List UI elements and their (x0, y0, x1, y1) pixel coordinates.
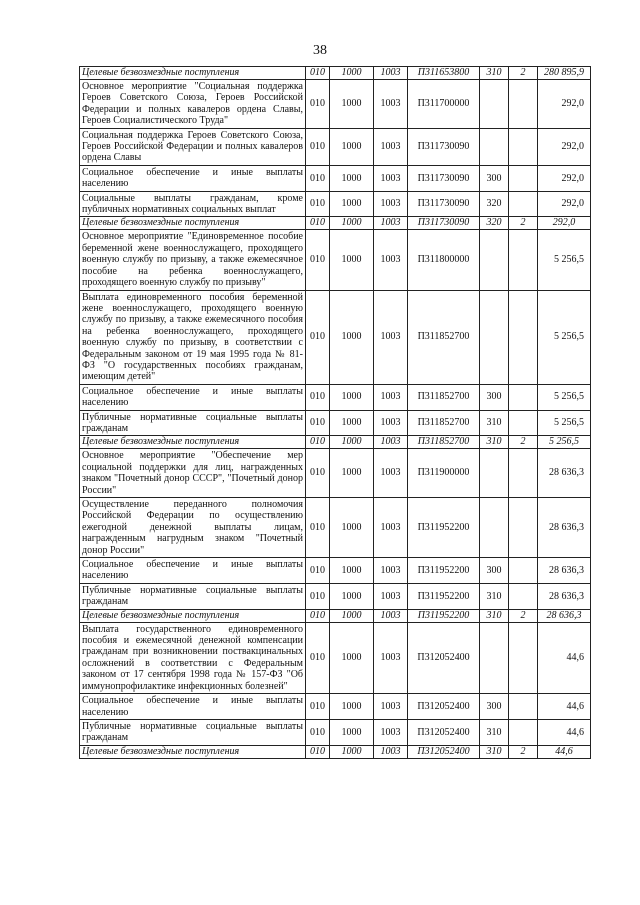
row-target-article-cell: П311952200 (408, 583, 480, 609)
row-amount-cell: 292,0 (538, 80, 591, 129)
row-subsection-cell: 1003 (374, 191, 408, 217)
row-target-article-cell: П311653800 (408, 67, 480, 80)
row-section-cell: 1000 (330, 719, 374, 745)
row-code-gr-cell: 010 (306, 410, 330, 436)
row-expense-type-cell (480, 128, 509, 165)
row-subsection-cell: 1003 (374, 67, 408, 80)
row-section-cell: 1000 (330, 436, 374, 449)
table-row (80, 67, 591, 80)
row-section-cell: 1000 (330, 230, 374, 290)
row-source-cell (509, 410, 538, 436)
row-code-gr-cell: 010 (306, 449, 330, 498)
row-source-cell (509, 719, 538, 745)
row-source-cell: 2 (509, 217, 538, 230)
row-source-cell (509, 449, 538, 498)
row-source-cell (509, 165, 538, 191)
row-code-gr-cell: 010 (306, 498, 330, 558)
row-expense-type-cell: 310 (480, 410, 509, 436)
row-amount-cell: 292,0 (538, 128, 591, 165)
row-name-cell: Социальное обеспечение и иные выплаты населению (80, 165, 306, 191)
row-amount-cell: 5 256,5 (538, 230, 591, 290)
row-target-article-cell: П312052400 (408, 745, 480, 758)
row-section-cell: 1000 (330, 290, 374, 384)
row-section-cell: 1000 (330, 609, 374, 622)
row-section-cell: 1000 (330, 67, 374, 80)
row-code-gr-cell: 010 (306, 290, 330, 384)
row-expense-type-cell: 310 (480, 67, 509, 80)
row-subsection-cell: 1003 (374, 384, 408, 410)
row-section-cell: 1000 (330, 384, 374, 410)
row-code-gr-cell: 010 (306, 128, 330, 165)
row-target-article-cell: П311852700 (408, 384, 480, 410)
table-row (80, 745, 591, 758)
table-row (80, 449, 591, 498)
row-source-cell (509, 230, 538, 290)
row-code-gr-cell: 010 (306, 191, 330, 217)
table-row (80, 558, 591, 584)
row-expense-type-cell: 300 (480, 384, 509, 410)
row-name-cell: Социальные выплаты гражданам, кроме публичных нормативных социальных выплат (80, 191, 306, 217)
row-expense-type-cell: 310 (480, 436, 509, 449)
row-expense-type-cell (480, 230, 509, 290)
table-row (80, 165, 591, 191)
row-name-cell: Публичные нормативные социальные выплаты гражданам (80, 719, 306, 745)
row-source-cell (509, 128, 538, 165)
row-subsection-cell: 1003 (374, 290, 408, 384)
row-expense-type-cell: 310 (480, 719, 509, 745)
row-amount-cell: 28 636,3 (538, 498, 591, 558)
row-source-cell (509, 290, 538, 384)
row-section-cell: 1000 (330, 694, 374, 720)
row-code-gr-cell: 010 (306, 165, 330, 191)
table-row (80, 583, 591, 609)
table-row (80, 436, 591, 449)
row-expense-type-cell: 320 (480, 217, 509, 230)
row-name-cell: Социальное обеспечение и иные выплаты населению (80, 384, 306, 410)
row-subsection-cell: 1003 (374, 165, 408, 191)
row-amount-cell: 44,6 (538, 745, 591, 758)
row-amount-cell: 292,0 (538, 165, 591, 191)
row-amount-cell: 44,6 (538, 719, 591, 745)
row-target-article-cell: П311852700 (408, 410, 480, 436)
row-target-article-cell: П312052400 (408, 622, 480, 693)
row-code-gr-cell: 010 (306, 609, 330, 622)
row-name-cell: Социальное обеспечение и иные выплаты населению (80, 694, 306, 720)
row-section-cell: 1000 (330, 558, 374, 584)
row-section-cell: 1000 (330, 410, 374, 436)
row-section-cell: 1000 (330, 165, 374, 191)
row-expense-type-cell (480, 80, 509, 129)
row-name-cell: Выплата единовременного пособия беременной жене военнослужащего, проходящего военную службу по призыву, а также ежемесячного пособия на ребенка военнослужащего, проходящего военную службу по призыву, в соответствии с Федеральным законом от 19 мая 1995 года № 81-ФЗ "О государственных пособиях гражданам, имеющим детей" (80, 290, 306, 384)
table-row (80, 609, 591, 622)
row-amount-cell: 28 636,3 (538, 583, 591, 609)
row-target-article-cell: П311730090 (408, 165, 480, 191)
table-row (80, 230, 591, 290)
table-row (80, 719, 591, 745)
row-expense-type-cell: 310 (480, 745, 509, 758)
row-subsection-cell: 1003 (374, 694, 408, 720)
row-subsection-cell: 1003 (374, 622, 408, 693)
row-amount-cell: 44,6 (538, 622, 591, 693)
row-source-cell: 2 (509, 609, 538, 622)
row-source-cell (509, 498, 538, 558)
row-code-gr-cell: 010 (306, 80, 330, 129)
row-expense-type-cell: 300 (480, 558, 509, 584)
row-expense-type-cell: 300 (480, 694, 509, 720)
row-code-gr-cell: 010 (306, 558, 330, 584)
row-amount-cell: 44,6 (538, 694, 591, 720)
row-amount-cell: 5 256,5 (538, 410, 591, 436)
row-section-cell: 1000 (330, 217, 374, 230)
row-source-cell (509, 558, 538, 584)
row-expense-type-cell: 300 (480, 165, 509, 191)
row-code-gr-cell: 010 (306, 217, 330, 230)
row-name-cell: Целевые безвозмездные поступления (80, 217, 306, 230)
row-target-article-cell: П311730090 (408, 217, 480, 230)
row-section-cell: 1000 (330, 449, 374, 498)
row-source-cell: 2 (509, 745, 538, 758)
row-section-cell: 1000 (330, 191, 374, 217)
row-name-cell: Осуществление переданного полномочия Российской Федерации по осуществлению ежегодной денежной выплаты лицам, награжденным нагрудным знаком "Почетный донор России" (80, 498, 306, 558)
row-subsection-cell: 1003 (374, 583, 408, 609)
row-name-cell: Целевые безвозмездные поступления (80, 745, 306, 758)
row-target-article-cell: П311852700 (408, 436, 480, 449)
row-target-article-cell: П311952200 (408, 609, 480, 622)
row-source-cell (509, 694, 538, 720)
row-name-cell: Выплата государственного единовременного пособия и ежемесячной денежной компенсации гражданам при возникновении поствакцинальных осложнений в соответствии с Федеральным законом от 17 сентября 1998 года № 157-ФЗ "Об иммунопрофилактике инфекционных болезней" (80, 622, 306, 693)
row-subsection-cell: 1003 (374, 80, 408, 129)
row-expense-type-cell (480, 290, 509, 384)
row-source-cell (509, 583, 538, 609)
table-row (80, 290, 591, 384)
row-expense-type-cell: 310 (480, 583, 509, 609)
row-subsection-cell: 1003 (374, 498, 408, 558)
row-amount-cell: 5 256,5 (538, 290, 591, 384)
table-row (80, 410, 591, 436)
row-section-cell: 1000 (330, 498, 374, 558)
row-subsection-cell: 1003 (374, 558, 408, 584)
row-subsection-cell: 1003 (374, 609, 408, 622)
row-amount-cell: 292,0 (538, 217, 591, 230)
table-row (80, 384, 591, 410)
row-expense-type-cell: 320 (480, 191, 509, 217)
row-section-cell: 1000 (330, 583, 374, 609)
row-section-cell: 1000 (330, 80, 374, 129)
page-number: 38 (313, 43, 327, 58)
row-target-article-cell: П311800000 (408, 230, 480, 290)
row-code-gr-cell: 010 (306, 719, 330, 745)
row-expense-type-cell (480, 622, 509, 693)
table-row (80, 694, 591, 720)
budget-table (79, 66, 591, 759)
table-row (80, 128, 591, 165)
row-target-article-cell: П311852700 (408, 290, 480, 384)
row-source-cell (509, 622, 538, 693)
row-code-gr-cell: 010 (306, 67, 330, 80)
row-name-cell: Целевые безвозмездные поступления (80, 67, 306, 80)
row-subsection-cell: 1003 (374, 410, 408, 436)
row-amount-cell: 28 636,3 (538, 449, 591, 498)
table-row (80, 217, 591, 230)
row-subsection-cell: 1003 (374, 745, 408, 758)
row-section-cell: 1000 (330, 128, 374, 165)
table-body (80, 67, 591, 759)
row-name-cell: Основное мероприятие "Социальная поддержка Героев Советского Союза, Героев Российской Федерации и полных кавалеров ордена Славы, Героев Социалистического Труда" (80, 80, 306, 129)
row-target-article-cell: П311952200 (408, 558, 480, 584)
row-amount-cell: 292,0 (538, 191, 591, 217)
row-target-article-cell: П311730090 (408, 191, 480, 217)
row-code-gr-cell: 010 (306, 436, 330, 449)
row-source-cell (509, 384, 538, 410)
row-amount-cell: 28 636,3 (538, 609, 591, 622)
row-section-cell: 1000 (330, 745, 374, 758)
row-code-gr-cell: 010 (306, 745, 330, 758)
row-source-cell (509, 80, 538, 129)
row-subsection-cell: 1003 (374, 436, 408, 449)
row-source-cell: 2 (509, 67, 538, 80)
row-target-article-cell: П312052400 (408, 694, 480, 720)
row-name-cell: Целевые безвозмездные поступления (80, 609, 306, 622)
row-code-gr-cell: 010 (306, 384, 330, 410)
row-section-cell: 1000 (330, 622, 374, 693)
row-amount-cell: 5 256,5 (538, 384, 591, 410)
row-code-gr-cell: 010 (306, 230, 330, 290)
row-name-cell: Публичные нормативные социальные выплаты гражданам (80, 583, 306, 609)
row-target-article-cell: П311730090 (408, 128, 480, 165)
table-row (80, 498, 591, 558)
row-name-cell: Целевые безвозмездные поступления (80, 436, 306, 449)
row-source-cell (509, 191, 538, 217)
row-subsection-cell: 1003 (374, 719, 408, 745)
row-subsection-cell: 1003 (374, 217, 408, 230)
row-name-cell: Социальное обеспечение и иные выплаты населению (80, 558, 306, 584)
row-subsection-cell: 1003 (374, 128, 408, 165)
row-expense-type-cell: 310 (480, 609, 509, 622)
row-code-gr-cell: 010 (306, 583, 330, 609)
row-name-cell: Публичные нормативные социальные выплаты гражданам (80, 410, 306, 436)
row-name-cell: Социальная поддержка Героев Советского Союза, Героев Российской Федерации и полных кавалеров ордена Славы (80, 128, 306, 165)
table-row (80, 622, 591, 693)
row-target-article-cell: П311952200 (408, 498, 480, 558)
row-code-gr-cell: 010 (306, 622, 330, 693)
row-source-cell: 2 (509, 436, 538, 449)
row-name-cell: Основное мероприятие "Единовременное пособие беременной жене военнослужащего, проходящего военную службу по призыву, а также ежемесячное пособие на ребенка военнослужащего, проходящего военную службу по призыву" (80, 230, 306, 290)
row-amount-cell: 280 895,9 (538, 67, 591, 80)
row-expense-type-cell (480, 449, 509, 498)
row-subsection-cell: 1003 (374, 230, 408, 290)
row-target-article-cell: П311900000 (408, 449, 480, 498)
row-expense-type-cell (480, 498, 509, 558)
row-code-gr-cell: 010 (306, 694, 330, 720)
row-name-cell: Основное мероприятие "Обеспечение мер социальной поддержки для лиц, награжденных знаком "Почетный донор СССР", "Почетный донор России" (80, 449, 306, 498)
row-amount-cell: 28 636,3 (538, 558, 591, 584)
table-row (80, 191, 591, 217)
row-amount-cell: 5 256,5 (538, 436, 591, 449)
table-row (80, 80, 591, 129)
row-target-article-cell: П312052400 (408, 719, 480, 745)
row-target-article-cell: П311700000 (408, 80, 480, 129)
row-subsection-cell: 1003 (374, 449, 408, 498)
